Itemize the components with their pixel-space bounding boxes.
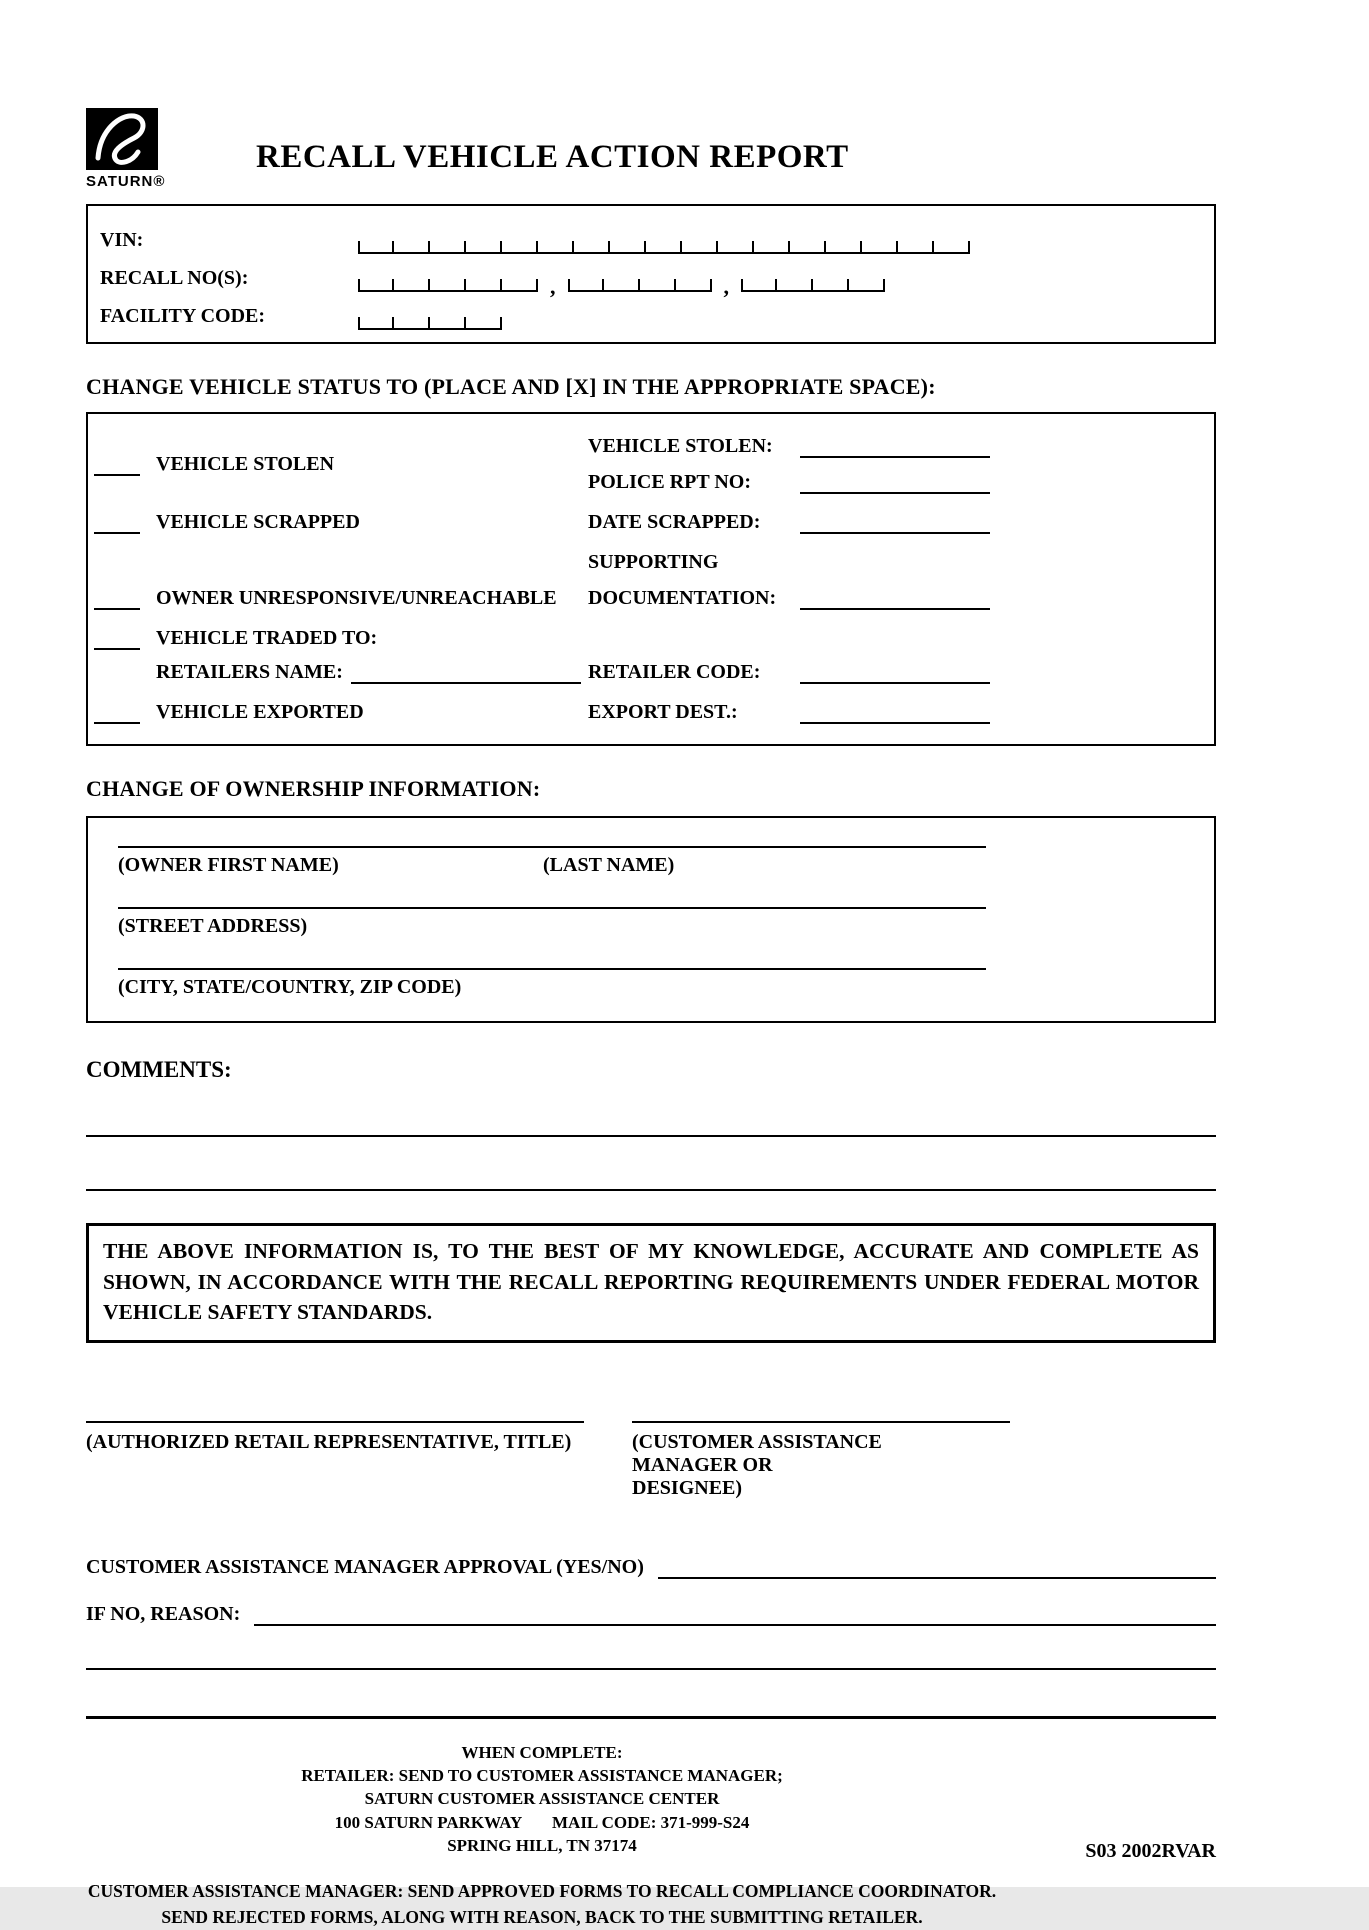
signature-row bbox=[86, 1421, 1216, 1500]
when-complete-label: WHEN COMPLETE: bbox=[461, 1742, 623, 1762]
status-row-traded bbox=[94, 626, 1200, 684]
owner-name-blank bbox=[118, 846, 986, 848]
brand-wordmark: SATURN® bbox=[86, 173, 166, 190]
street-address-label: (STREET ADDRESS) bbox=[118, 915, 308, 937]
status-row-unresponsive bbox=[94, 550, 1200, 610]
cam-signature-blank bbox=[632, 1421, 1010, 1423]
owner-first-name-label: (OWNER FIRST NAME) bbox=[118, 854, 339, 876]
retailers-name-label: RETAILERS NAME: bbox=[156, 661, 343, 683]
city-state-zip-row bbox=[118, 968, 1194, 999]
retailer-code-label: RETAILER CODE: bbox=[588, 661, 761, 683]
saturn-logo-icon bbox=[86, 108, 158, 170]
street-address-blank bbox=[118, 907, 986, 909]
stolen-label: VEHICLE STOLEN bbox=[156, 453, 335, 475]
recall-number-label: RECALL NO(S): bbox=[100, 267, 249, 289]
supporting-doc-blank bbox=[800, 596, 990, 610]
if-no-reason-label: IF NO, REASON: bbox=[86, 1602, 241, 1625]
approval-row bbox=[86, 1556, 1216, 1579]
if-no-reason-row bbox=[86, 1603, 1216, 1626]
status-row-scrapped bbox=[94, 510, 1200, 534]
supporting-label-line1: SUPPORTING bbox=[588, 551, 719, 573]
vin-row bbox=[100, 216, 1202, 254]
footer-instructions bbox=[86, 1741, 998, 1858]
separator-comma: , bbox=[723, 274, 729, 299]
exported-label: VEHICLE EXPORTED bbox=[156, 701, 364, 723]
supporting-label-line2: DOCUMENTATION: bbox=[588, 587, 777, 609]
cam-signature-label: (CUSTOMER ASSISTANCE MANAGER OR DESIGNEE) bbox=[632, 1430, 882, 1499]
comments-heading: COMMENTS: bbox=[86, 1057, 232, 1082]
unresponsive-checkline bbox=[94, 596, 140, 610]
certification-text: THE ABOVE INFORMATION IS, TO THE BEST OF MY KNOWLEDGE, ACCURATE AND COMPLETE AS SHOWN, IN ACCORDANCE WITH THE RECALL REPORTING REQUIREMENTS UNDER FEDERAL MOTOR VEHICLE SAFETY STANDARDS. bbox=[103, 1239, 1199, 1325]
date-scrapped-blank bbox=[800, 520, 990, 534]
facility-code-row bbox=[100, 292, 1202, 330]
export-dest-label: EXPORT DEST.: bbox=[588, 701, 738, 723]
status-section-heading: CHANGE VEHICLE STATUS TO (PLACE AND [X] IN THE APPROPRIATE SPACE): bbox=[86, 374, 936, 399]
recall-entry-line-2 bbox=[568, 279, 712, 292]
approval-blank bbox=[658, 1565, 1216, 1579]
stolen-right-label-1: VEHICLE STOLEN: bbox=[588, 435, 773, 457]
ownership-section-heading: CHANGE OF OWNERSHIP INFORMATION: bbox=[86, 776, 541, 801]
retail-rep-signature-blank bbox=[86, 1421, 584, 1423]
stolen-blank-1 bbox=[800, 444, 990, 458]
status-row-exported bbox=[94, 700, 1200, 724]
if-no-reason-blank bbox=[254, 1612, 1216, 1626]
footer-divider-rule bbox=[86, 1716, 1216, 1719]
traded-checkline bbox=[94, 636, 140, 650]
vin-label: VIN: bbox=[100, 229, 144, 251]
approval-label: CUSTOMER ASSISTANCE MANAGER APPROVAL (YES/NO) bbox=[86, 1555, 644, 1578]
date-scrapped-label: DATE SCRAPPED: bbox=[588, 511, 761, 533]
status-row-stolen bbox=[94, 434, 1200, 494]
vehicle-status-box bbox=[86, 412, 1216, 746]
page-title: RECALL VEHICLE ACTION REPORT bbox=[256, 139, 849, 175]
stolen-checkline bbox=[94, 462, 140, 476]
last-name-label: (LAST NAME) bbox=[543, 854, 675, 876]
footer-note-2: SEND REJECTED FORMS, ALONG WITH REASON, BACK TO THE SUBMITTING RETAILER. bbox=[161, 1907, 923, 1928]
owner-name-row bbox=[118, 846, 1194, 877]
scrapped-label: VEHICLE SCRAPPED bbox=[156, 511, 360, 533]
traded-label: VEHICLE TRADED TO: bbox=[156, 627, 378, 649]
scrapped-checkline bbox=[94, 520, 140, 534]
saturn-logo-block bbox=[86, 108, 174, 190]
export-dest-blank bbox=[800, 710, 990, 724]
ownership-box bbox=[86, 816, 1216, 1023]
facility-code-label: FACILITY CODE: bbox=[100, 305, 266, 327]
separator-comma: , bbox=[550, 274, 556, 299]
exported-checkline bbox=[94, 710, 140, 724]
facility-entry-line bbox=[358, 317, 502, 330]
street-address-row bbox=[118, 907, 1194, 938]
city-state-zip-label: (CITY, STATE/COUNTRY, ZIP CODE) bbox=[118, 976, 462, 998]
recall-entry-line-3 bbox=[741, 279, 885, 292]
identification-box bbox=[86, 204, 1216, 344]
recall-entry-line-1 bbox=[358, 279, 538, 292]
city-state-zip-blank bbox=[118, 968, 986, 970]
police-rpt-label: POLICE RPT NO: bbox=[588, 471, 751, 493]
retailers-name-blank bbox=[351, 670, 581, 684]
form-header bbox=[86, 0, 1216, 190]
vin-entry-line bbox=[358, 241, 970, 254]
footer-line-4: SPRING HILL, TN 37174 bbox=[447, 1836, 637, 1856]
footer-line-3: 100 SATURN PARKWAY MAIL CODE: 371-999-S24 bbox=[334, 1812, 750, 1832]
unresponsive-label: OWNER UNRESPONSIVE/UNREACHABLE bbox=[156, 587, 557, 609]
comments-line-2 bbox=[86, 1189, 1216, 1191]
footer-notes bbox=[86, 1878, 998, 1930]
retail-rep-signature-label: (AUTHORIZED RETAIL REPRESENTATIVE, TITLE) bbox=[86, 1430, 572, 1453]
recall-number-row bbox=[100, 254, 1202, 299]
footer-line-2: SATURN CUSTOMER ASSISTANCE CENTER bbox=[364, 1789, 720, 1809]
footer-line-1: RETAILER: SEND TO CUSTOMER ASSISTANCE MANAGER; bbox=[301, 1766, 783, 1785]
form-code: S03 2002RVAR bbox=[1085, 1840, 1216, 1862]
reason-continuation-line bbox=[86, 1668, 1216, 1670]
footer-note-1: CUSTOMER ASSISTANCE MANAGER: SEND APPROVED FORMS TO RECALL COMPLIANCE COORDINATOR. bbox=[87, 1880, 997, 1901]
certification-box bbox=[86, 1223, 1216, 1343]
comments-line-1 bbox=[86, 1135, 1216, 1137]
police-rpt-blank bbox=[800, 480, 990, 494]
retailer-code-blank bbox=[800, 670, 990, 684]
